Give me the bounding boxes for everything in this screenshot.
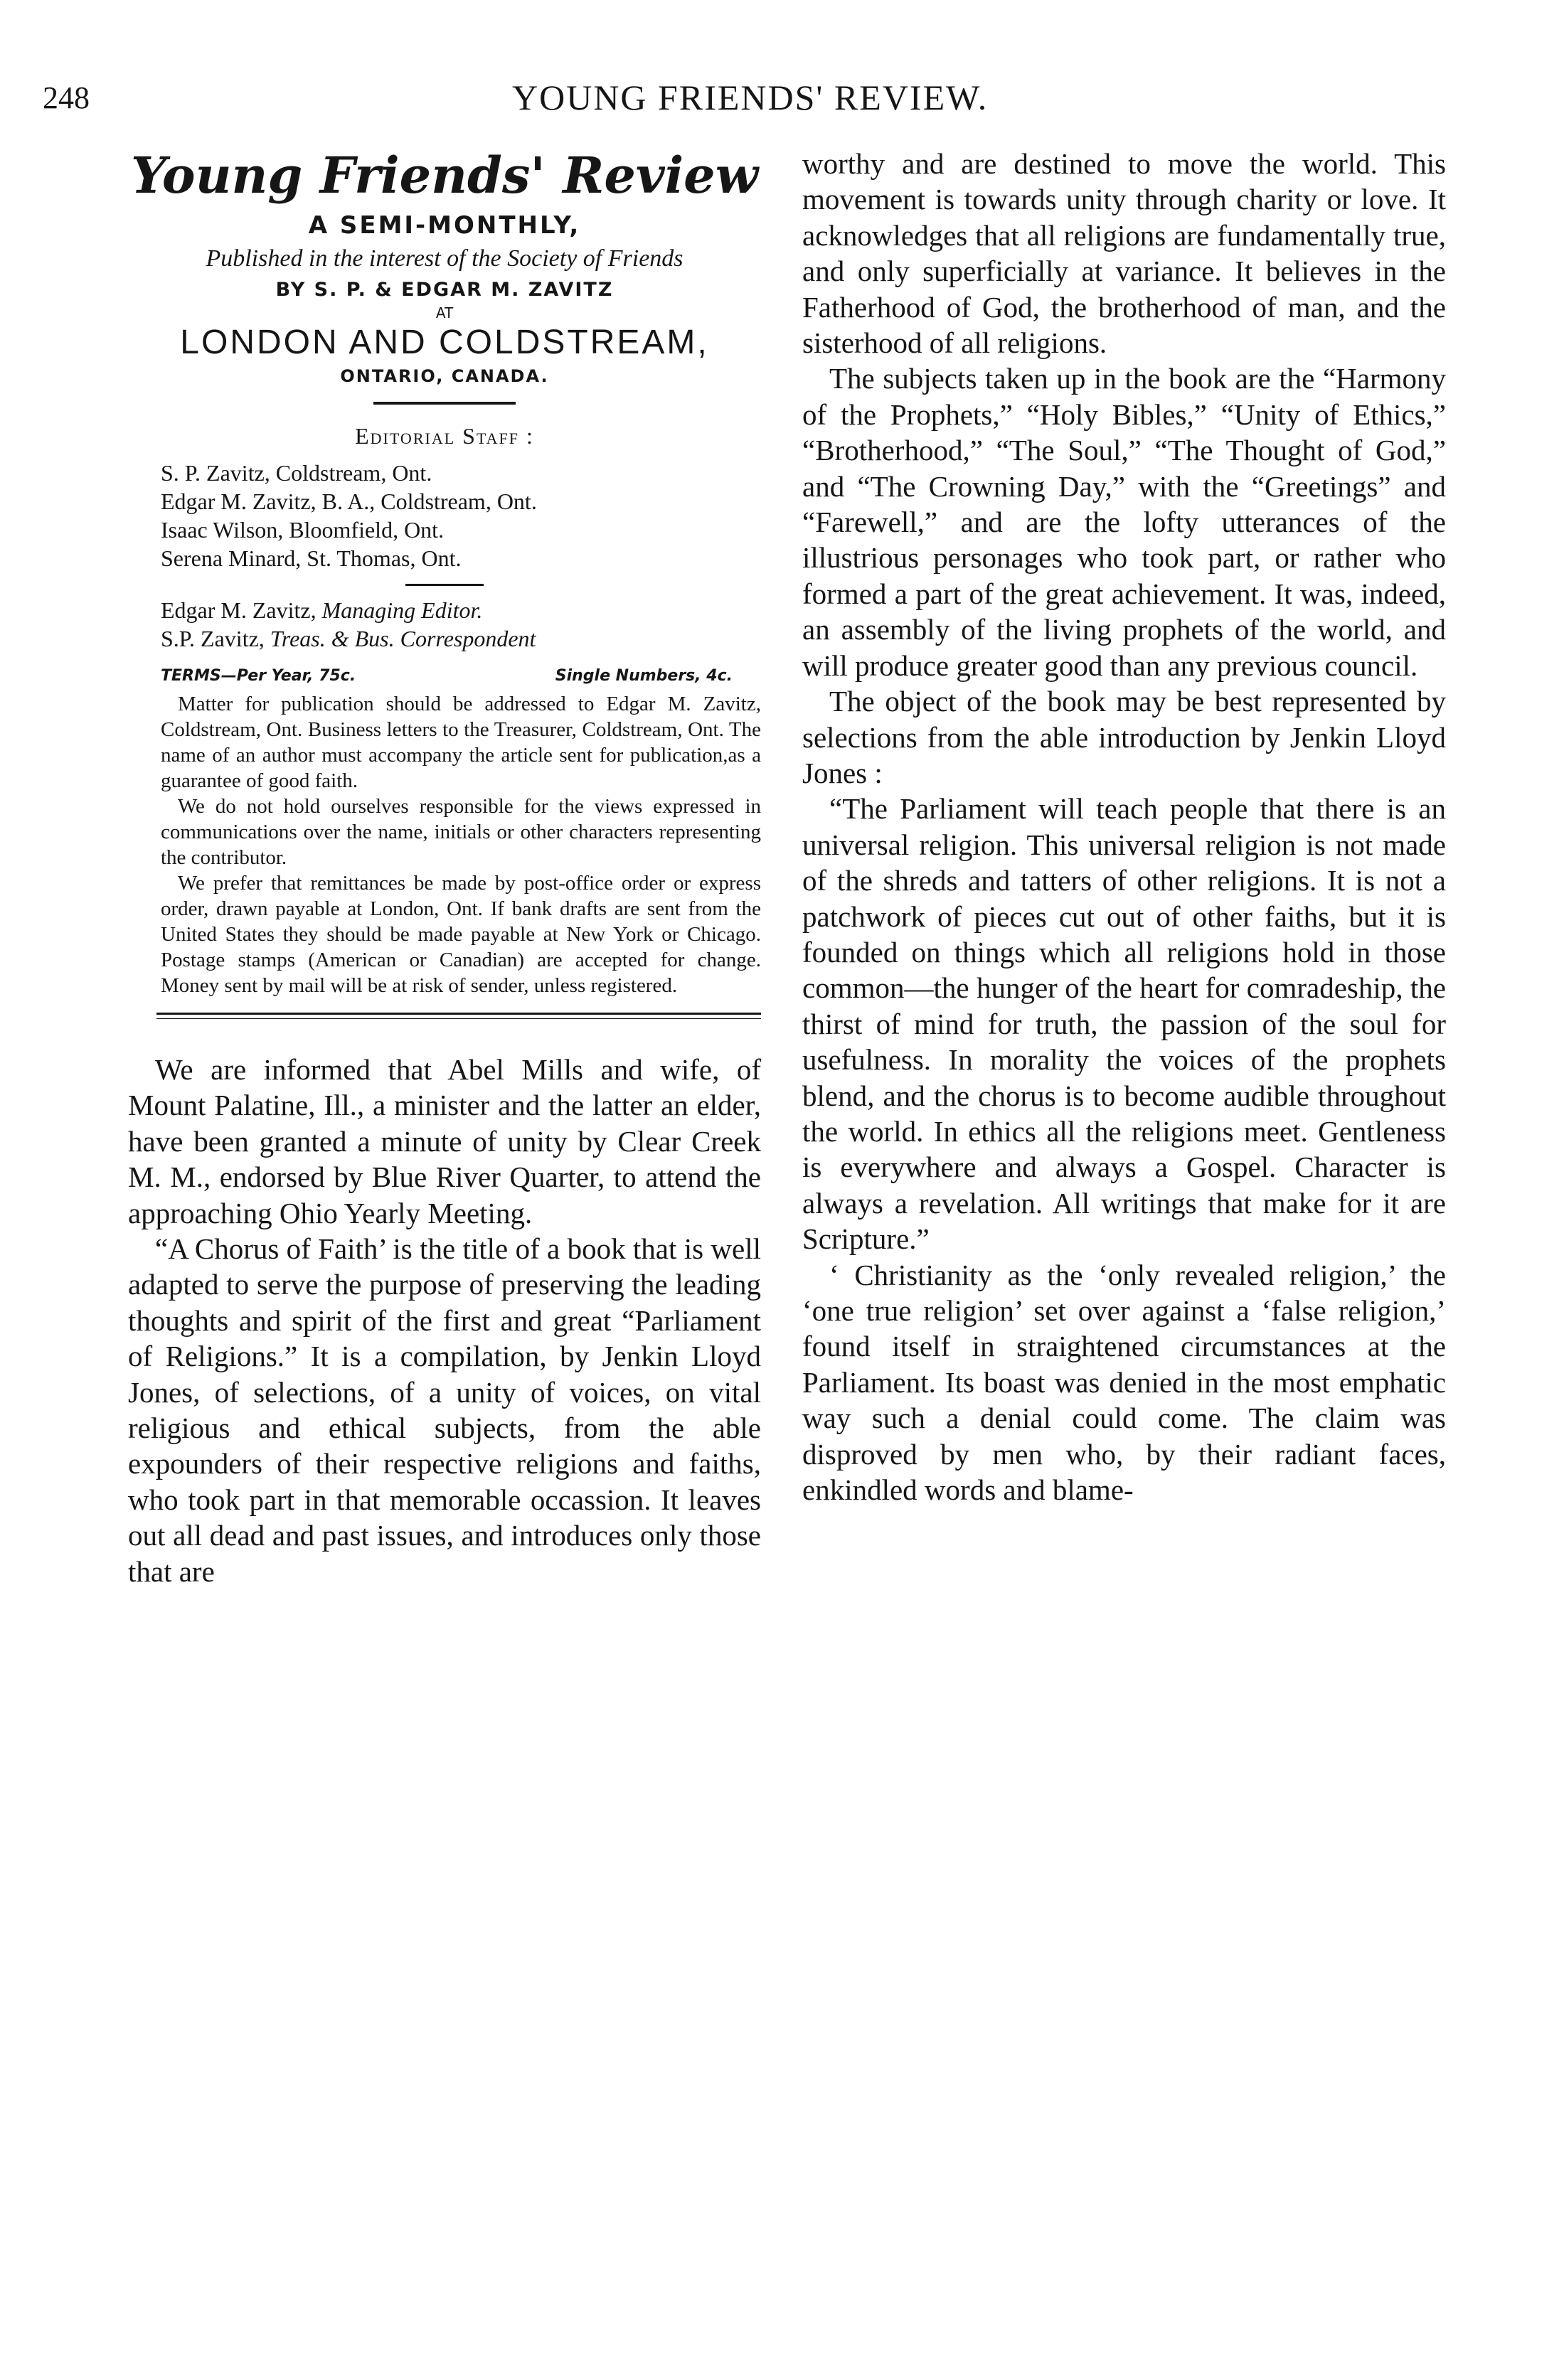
masthead-published: Published in the interest of the Society of Friends bbox=[206, 245, 683, 272]
masthead-region: ONTARIO, CANADA. bbox=[340, 366, 549, 386]
body-paragraph: The subjects taken up in the book are the “Harmony of the Prophets,” “Holy Bibles,” “Unity of Ethics,” “Brotherhood,” “The Soul,” “The Thought of God,” and “The Crowning Day,” with the “Greetings” and “Farewell,” and are the lofty utterances of the illustrious personages who took part, or rather who formed a part of the great achievement. It was, indeed, an assembly of the living prophets of the world, and will produce greater good than any previous council. bbox=[802, 362, 1446, 682]
divider-rule bbox=[405, 584, 484, 586]
treasurer-role: Treas. & Bus. Correspondent bbox=[270, 626, 536, 651]
double-rule bbox=[156, 1013, 761, 1019]
right-body bbox=[802, 146, 1446, 1507]
body-paragraph: The object of the book may be best represented by selections from the able introduction by Jenkin Lloyd Jones : bbox=[802, 685, 1446, 789]
divider-rule bbox=[373, 402, 516, 405]
left-column bbox=[128, 146, 761, 1589]
masthead-title: Young Friends' Review bbox=[131, 146, 758, 205]
staff-member: Isaac Wilson, Bloomfield, Ont. bbox=[161, 517, 445, 543]
staff-heading: Editorial Staff : bbox=[355, 423, 534, 449]
body-paragraph: ‘ Christianity as the ‘only revealed religion,’ the ‘one true religion’ set over against a ‘false religion,’ found itself in straightened circumstances at the Parliament. Its boast was denied in the most emphatic way such a denial could come. The claim was disproved by men who, by their radiant faces, enkindled words and blame- bbox=[802, 1258, 1446, 1507]
notice-paragraph: We prefer that remittances be made by post-office order or express order, drawn payable at London, Ont. If bank drafts are sent from the United States they should be made payable at New York or Chicago. Postage stamps (American or Canadian) are accepted for change. Money sent by mail will be at risk of sender, unless registered. bbox=[161, 872, 761, 997]
masthead-at: AT bbox=[435, 304, 454, 321]
managing-editor-line bbox=[161, 596, 761, 624]
managing-editor-role: Managing Editor. bbox=[321, 597, 483, 623]
masthead-place: LONDON AND COLDSTREAM, bbox=[180, 324, 709, 361]
staff-member: S. P. Zavitz, Coldstream, Ont. bbox=[161, 460, 432, 486]
editorial-staff bbox=[128, 420, 761, 572]
terms-per-year: TERMS—Per Year, 75c. bbox=[161, 667, 356, 685]
left-body bbox=[128, 1052, 761, 1589]
staff-member: Edgar M. Zavitz, B. A., Coldstream, Ont. bbox=[161, 489, 537, 514]
treasurer-name: S.P. Zavitz, bbox=[161, 626, 265, 651]
publication-notices bbox=[161, 691, 761, 998]
running-head: YOUNG FRIENDS' REVIEW. bbox=[512, 78, 989, 117]
notice-paragraph: Matter for publication should be addressed to Edgar M. Zavitz, Coldstream, Ont. Business letters to the Treasurer, Coldstream, Ont. The name of an author must accompany the article sent for publication,as a guarantee of good faith. bbox=[161, 693, 761, 792]
body-paragraph: “The Parliament will teach people that there is an universal religion. This universal religion is not made of the shreds and tatters of other religions. It is not a patchwork of pieces cut out of other faiths, but it is founded on things which all religions hold in those common—the hunger of the heart for comradeship, the thirst of mind for truth, the passion of the soul for usefulness. In morality the voices of the prophets blend, and the chorus is to become audible throughout the world. In ethics all the religions meet. Gentleness is everywhere and always a Gospel. Character is always a revelation. All writings that make for it are Scripture.” bbox=[802, 792, 1446, 1256]
body-paragraph: “A Chorus of Faith’ is the title of a book that is well adapted to serve the purpose of preserving the leading thoughts and spirit of the first and great “Parliament of Religions.” It is a compilation, by Jenkin Lloyd Jones, of selections, of a unity of voices, on vital religious and ethical subjects, from the able expounders of their respective religions and faiths, who took part in that memorable occassion. It leaves out all dead and past issues, and introduces only those that are bbox=[128, 1232, 761, 1588]
page-number: 248 bbox=[43, 80, 90, 115]
staff-member: Serena Minard, St. Thomas, Ont. bbox=[161, 545, 462, 571]
masthead bbox=[128, 146, 761, 389]
body-paragraph: We are informed that Abel Mills and wife, of Mount Palatine, Ill., a minister and the latter an elder, have been granted a minute of unity by Clear Creek M. M., endorsed by Blue River Quarter, to attend the approaching Ohio Yearly Meeting. bbox=[128, 1053, 761, 1229]
notice-paragraph: We do not hold ourselves responsible for the views expressed in communications over the name, initials or other characters representing the contributor. bbox=[161, 795, 761, 869]
masthead-byline: BY S. P. & EDGAR M. ZAVITZ bbox=[275, 279, 614, 301]
terms-single: Single Numbers, 4c. bbox=[555, 667, 733, 685]
masthead-subtitle: A SEMI-MONTHLY, bbox=[308, 211, 581, 240]
body-paragraph: worthy and are destined to move the world. This movement is towards unity through charity or love. It acknowledges that all religions are fundamentally true, and only superficially at variance. It believes in the Fatherhood of God, the brotherhood of man, and the sisterhood of all religions. bbox=[802, 147, 1446, 360]
right-column bbox=[802, 146, 1446, 1507]
treasurer-line bbox=[161, 624, 761, 653]
managing-editor-name: Edgar M. Zavitz, bbox=[161, 597, 316, 623]
terms-row bbox=[161, 664, 733, 688]
